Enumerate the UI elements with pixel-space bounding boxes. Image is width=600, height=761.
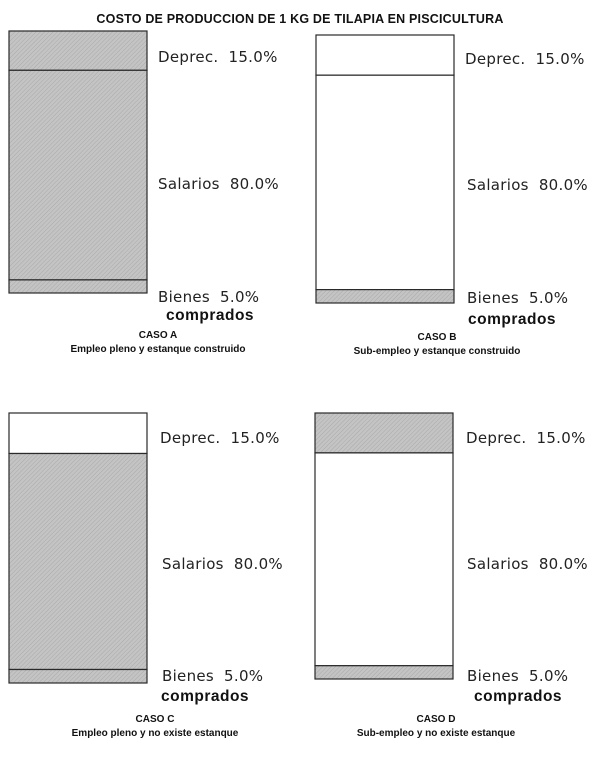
label-salarios-name: Salarios [467, 555, 529, 573]
caso-subtitle: Sub-empleo y no existe estanque [356, 728, 516, 739]
label-deprec-value: 15.0% [535, 50, 585, 68]
chart-title: COSTO DE PRODUCCION DE 1 KG DE TILAPIA EN PISCICULTURA [96, 12, 504, 26]
label-deprec-value: 15.0% [230, 429, 280, 447]
label-bienes-name: Bienes [162, 667, 215, 685]
label-deprec-value: 15.0% [536, 429, 586, 447]
label-bienes-name: Bienes [467, 289, 520, 307]
caso-subtitle: Empleo pleno y no existe estanque [71, 728, 239, 739]
caso-title: CASO A [138, 330, 178, 341]
label-deprec [466, 429, 586, 447]
label-salarios [158, 175, 279, 193]
bar-segment-bienes [9, 670, 147, 684]
label-bienes-name: Bienes [158, 288, 211, 306]
label-deprec [465, 50, 585, 68]
label-salarios [162, 555, 283, 573]
label-deprec-name: Deprec. [466, 429, 527, 447]
bar-segment-salarios [9, 70, 147, 280]
label-deprec-name: Deprec. [158, 48, 219, 66]
label-salarios [467, 176, 588, 194]
label-bienes-value: 5.0% [529, 667, 569, 685]
stacked-bar-caso-d [314, 412, 454, 682]
panel-caso-b [315, 34, 600, 374]
label-salarios-value: 80.0% [233, 555, 283, 573]
caso-title: CASO C [135, 714, 175, 725]
label-salarios [467, 555, 588, 573]
label-bienes [162, 667, 263, 685]
panel-caso-d [314, 412, 600, 752]
label-bienes-value: 5.0% [224, 667, 264, 685]
bar-segment-salarios [9, 454, 147, 670]
panel-caso-a [8, 30, 298, 370]
bar-segment-deprec [315, 413, 453, 453]
label-bienes [467, 289, 568, 307]
label-salarios-name: Salarios [467, 176, 529, 194]
label-salarios-name: Salarios [158, 175, 220, 193]
bar-segment-deprec [316, 35, 454, 75]
bar-segment-salarios [316, 75, 454, 289]
label-bienes-comprados: comprados [474, 688, 563, 705]
label-deprec-name: Deprec. [160, 429, 221, 447]
bar-segment-deprec [9, 413, 147, 454]
label-bienes-comprados: comprados [468, 311, 557, 328]
label-salarios-value: 80.0% [538, 555, 588, 573]
panel-caso-c [8, 412, 298, 752]
label-bienes-value: 5.0% [529, 289, 569, 307]
caso-subtitle: Sub-empleo y estanque construido [353, 346, 521, 357]
bar-segment-salarios [315, 453, 453, 666]
caso-title: CASO B [417, 332, 457, 343]
caso-subtitle: Empleo pleno y estanque construido [70, 344, 246, 355]
label-bienes-comprados: comprados [166, 307, 255, 324]
label-deprec-name: Deprec. [465, 50, 526, 68]
bar-segment-deprec [9, 31, 147, 70]
label-salarios-value: 80.0% [538, 176, 588, 194]
label-bienes-comprados: comprados [161, 688, 250, 705]
label-bienes-value: 5.0% [220, 288, 260, 306]
label-deprec [158, 48, 278, 66]
bar-segment-bienes [9, 280, 147, 293]
label-bienes [467, 667, 568, 685]
bar-segment-bienes [316, 290, 454, 303]
label-deprec [160, 429, 280, 447]
label-bienes-name: Bienes [467, 667, 520, 685]
label-salarios-name: Salarios [162, 555, 224, 573]
label-deprec-value: 15.0% [228, 48, 278, 66]
label-salarios-value: 80.0% [229, 175, 279, 193]
bar-segment-bienes [315, 666, 453, 679]
stacked-bar-caso-c [8, 412, 148, 684]
label-bienes [158, 288, 259, 306]
stacked-bar-caso-a [8, 30, 148, 295]
caso-title: CASO D [416, 714, 456, 725]
stacked-bar-caso-b [315, 34, 455, 304]
